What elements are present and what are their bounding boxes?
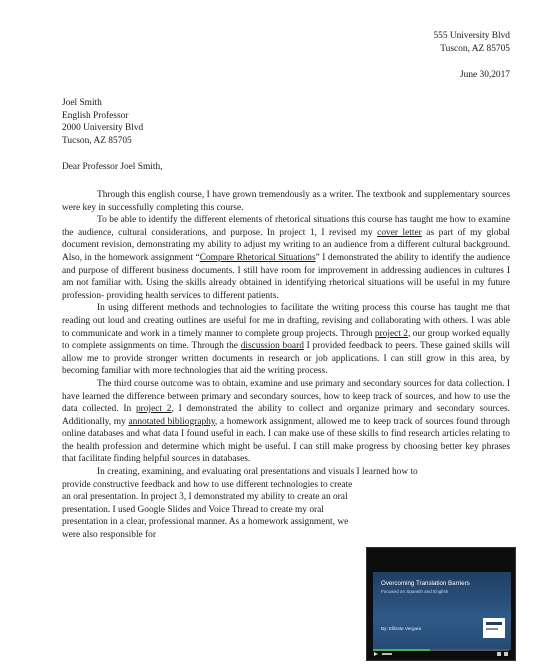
project-2-link[interactable]: project 2 [374,328,408,339]
video-controls [371,649,511,657]
player-options [484,652,508,656]
recipient-city: Tucson, AZ 85705 [62,135,132,146]
paragraph-text: as part of my global document revision, demonstrating my ability to adjust my writing to an audience from a different cultural background. Also, in the homework assignment “ [62,227,511,263]
recipient-title: English Professor [62,110,129,121]
salutation: Dear Professor Joel Smith, [62,162,163,172]
annotated-bibliography-link[interactable]: annotated bibliography [128,416,215,427]
paragraph-text: , I demonstrated the ability to collect and organize primary and secondary sources. Additionally, my [62,404,510,427]
cover-letter-link[interactable]: cover letter [377,227,422,238]
slide-title: Overcoming Translation Barriers [381,580,470,587]
project-2-link[interactable]: project 2 [135,404,172,415]
recipient-name: Joel Smith [62,98,102,108]
settings-icon[interactable] [497,652,501,656]
video-progress-fill [373,649,430,651]
paragraph-sources [62,378,510,466]
discussion-board-link[interactable]: discussion board [240,341,304,352]
sender-city: Tuscon, AZ 85705 [440,43,510,54]
presentation-video-player[interactable] [366,547,516,661]
paragraph-text: To be able to identify the different elements of rhetorical situations this course has taught me how to examine the audience, cultural considerations, and purpose. In project 1, I revised my [62,215,510,238]
compare-rhetorical-situations-link[interactable]: Compare Rhetorical Situations [199,252,316,263]
play-icon[interactable] [374,652,378,656]
volume-icon[interactable] [382,653,392,655]
paragraph-intro: Through this english course, I have grown tremendously as a writer. The textbook and supplementary sources were key in successfully completing this course. [62,190,510,213]
paragraph-presentations: provide constructive feedback and how to use different technologies to create an oral presentation. In project 3, I demonstrated my ability to create an oral presentation. I used Google Slides and Voice Thread to create my oral presentation in a clear, professional manner. As a homework assignment, we were also responsible for [62,479,353,541]
university-logo-icon [483,618,505,638]
paragraph-rhetorical [62,214,510,302]
video-slide [373,572,511,650]
paragraph-text: , our group worked equally to complete assignments on time. Through the [62,328,510,352]
letter-date: June 30,2017 [460,70,510,80]
letter-body [62,189,510,542]
paragraph-text: The third course outcome was to obtain, examine and use primary and secondary sources for data collection. I have learned the difference between primary and secondary sources, how to keep track of sources, and how to use the data collected. In [62,378,510,415]
paragraph-text: In using different methods and technologies to facilitate the writing process this course has taught me that reading out loud and creating outlines are useful for me in drafting, revising and collaborating with others. I was able to communicate and work in a timely manner to complete group projects. Through [62,303,510,339]
recipient-address [62,97,143,147]
video-progress-bar[interactable] [373,649,509,651]
sender-street: 555 University Blvd [433,31,510,41]
slide-author: By: Ellizete Vergara [381,626,422,631]
sender-address [433,30,510,55]
paragraph-text: I provided feedback to peers. These gained skills will allow me to provide stronger written documents in research or job applications. I can still grow in this area, by becoming familiar with more technologies that aid the writing process. [62,341,510,377]
fullscreen-icon[interactable] [504,652,508,656]
paragraph-presentations-lead: In creating, examining, and evaluating oral presentations and visuals I learned how to [97,467,418,478]
paragraph-text: ” I demonstrated the ability to identify the audience and purpose of different business documents. I still have room for improvement in addressing audiences in cultures I am not familiar with. Using the skills already obtained in identifying rhetorical situations will be useful in my future profession- providing health services to different patients. [62,252,510,301]
recipient-street: 2000 University Blvd [62,123,144,134]
paragraph-writing-process [62,302,510,378]
paragraph-text: , a homework assignment, allowed me to keep track of sources found through online databases and what data I found useful in each. I can make use of these skills to find research articles relating to the health profession and determine which might be useful. I can still make progress by choosing better key phrases that facilitate finding helpful sources in databases. [62,416,510,465]
slide-subtitle: Focused on Spanish and English [381,589,449,594]
